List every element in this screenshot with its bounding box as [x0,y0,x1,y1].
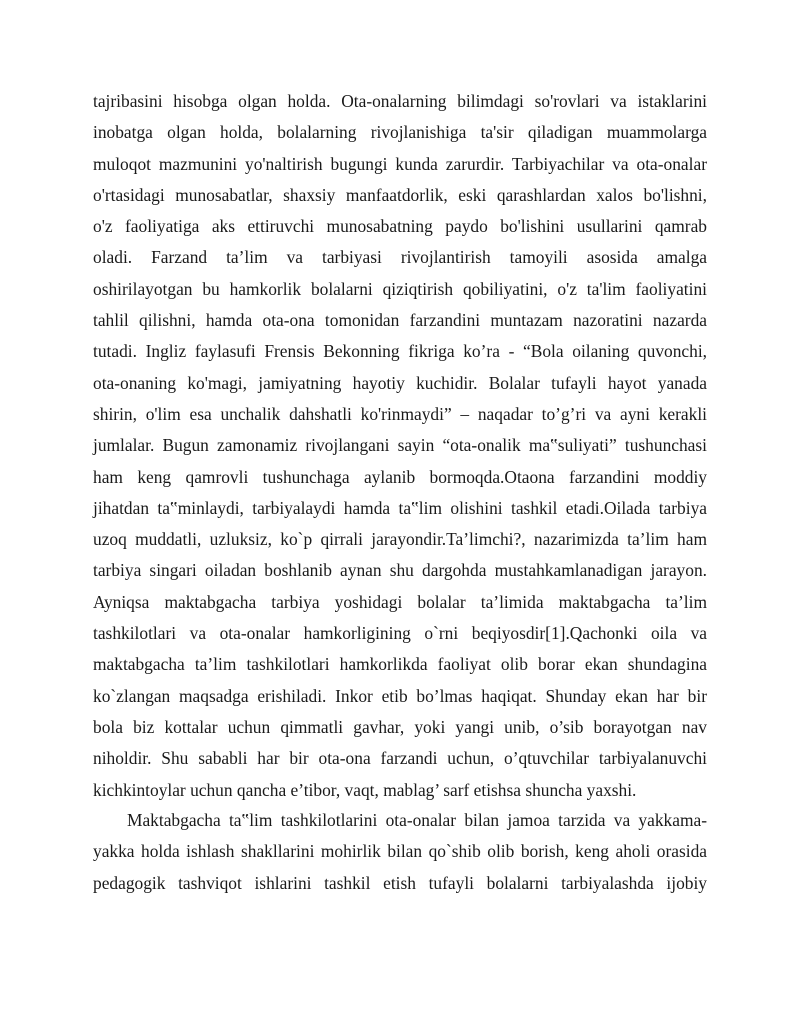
paragraph [93,805,707,899]
text-line: tutadi. Ingliz faylasufi Frensis Bekonning fikriga ko’ra - “Bola oilaning quvonchi, [93,341,707,362]
text-line: Maktabgacha ta‟lim tashkilotlarini ota-onalar bilan jamoa tarzida va yakkama- [127,810,707,830]
text-line: jihatdan ta‟minlaydi, tarbiyalaydi hamda ta‟lim olishini tashkil etadi.Oilada tarbiya [93,497,707,518]
paragraph [93,86,707,806]
text-line: ota-onaning ko'magi, jamiyatning hayotiy kuchidir. Bolalar tufayli hayot yanada [93,372,707,393]
text-line: tarbiya singari oiladan boshlanib aynan shu dargohda mustahkamlanadigan jarayon. [93,560,707,581]
text-line: oladi. Farzand ta’lim va tarbiyasi rivojlantirish tamoyili asosida amalga [93,247,707,268]
text-line: muloqot mazmunini yo'naltirish bugungi kunda zarurdir. Tarbiyachilar va ota-onalar [93,153,707,174]
text-line: inobatga olgan holda, bolalarning rivojlanishiga ta'sir qiladigan muammolarga [93,122,707,143]
text-line: o'z faoliyatiga aks ettiruvchi munosabatning paydo bo'lishini usullarini qamrab [93,216,707,237]
text-line: maktabgacha ta’lim tashkilotlari hamkorlikda faoliyat olib borar ekan shundagina [93,654,707,675]
text-line: kichkintoylar uchun qancha e’tibor, vaqt, mablag’ sarf etishsa shuncha yaxshi. [93,779,637,800]
text-line: tajribasini hisobga olgan holda. Ota-onalarning bilimdagi so'rovlari va istaklarini [93,91,707,111]
text-line: yakka holda ishlash shakllarini mohirlik bilan qo`shib olib borish, keng aholi orasida [93,841,707,862]
text-line: shirin, o'lim esa unchalik dahshatli ko'rinmaydi” – naqadar to’g’ri va ayni kerakli [93,403,707,424]
text-line: bola biz kottalar uchun qimmatli gavhar, yoki yangi unib, o’sib borayotgan nav [93,716,707,737]
text-line: Ayniqsa maktabgacha tarbiya yoshidagi bolalar ta’limida maktabgacha ta’lim [93,591,707,612]
text-line: tashkilotlari va ota-onalar hamkorligining o`rni beqiyosdir[1].Qachonki oila va [93,623,707,644]
text-line: pedagogik tashviqot ishlarini tashkil etish tufayli bolalarni tarbiyalashda ijobiy [93,872,707,893]
text-line: o'rtasidagi munosabatlar, shaxsiy manfaatdorlik, eski qarashlardan xalos bo'lishni, [93,184,707,205]
text-line: uzoq muddatli, uzluksiz, ko`p qirrali jarayondir.Ta’limchi?, nazarimizda ta’lim ham [93,529,707,550]
text-line: jumlalar. Bugun zamonamiz rivojlangani sayin “ota-onalik ma‟suliyati” tushunchasi [93,435,707,456]
text-line: niholdir. Shu sababli har bir ota-ona farzandi uchun, o’qtuvchilar tarbiyalanuvchi [93,748,707,769]
text-line: ham keng qamrovli tushunchaga aylanib bormoqda.Otaona farzandini moddiy [93,466,707,487]
text-line: oshirilayotgan bu hamkorlik bolalarni qiziqtirish qobiliyatini, o'z ta'lim faoliyatini [93,278,707,299]
text-line: ko`zlangan maqsadga erishiladi. Inkor etib bo’lmas haqiqat. Shunday ekan har bir [93,685,707,706]
text-line: tahlil qilishni, hamda ota-ona tomonidan farzandini muntazam nazoratini nazarda [93,310,707,331]
